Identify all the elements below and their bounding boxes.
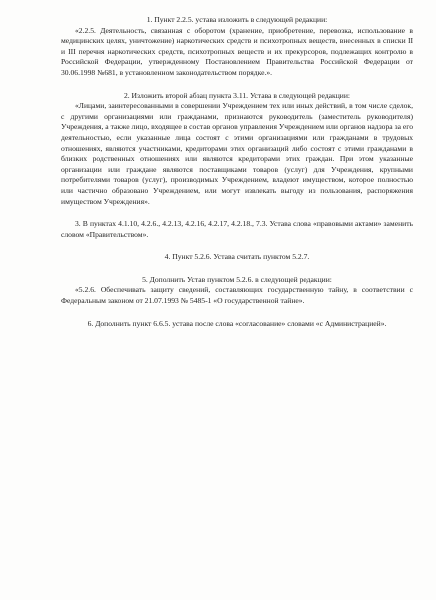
item-5-heading: 5. Дополнить Устав пунктом 5.2.6. в следующей редакции: <box>142 274 332 284</box>
item-4-text: 4. Пункт 5.2.6. Устава считать пунктом 5.2.7. <box>164 252 310 262</box>
item-2-heading: 2. Изложить второй абзац пункта 3.11. Устава в следующей редакции: <box>123 90 351 100</box>
item-1-paragraph: «2.2.5. Деятельность, связанная с оборотом (хранение, приобретение, перевозка, использование в медицинских целях, уничтожение) наркотических средств и психотропных веществ, внесенных в списки II и III перечня наркотических средств, психотропных веществ и их прекурсоров, подлежащих контролю в Российской Федерации, утвержденному Постановлением Правительства Российской Федерации от 30.06.1998 №681, в установленном законодательством порядке.». <box>61 25 413 77</box>
item-5-paragraph: «5.2.6. Обеспечивать защиту сведений, составляющих государственную тайну, в соответствии с Федеральным законом от 21.07.1993 № 5485-1 «О государственной тайне». <box>61 285 413 306</box>
document-body <box>61 15 413 329</box>
item-6-text: 6. Дополнить пункт 6.6.5. устава после слова «согласование» словами «с Администрацией». <box>87 318 387 328</box>
item-3-text: 3. В пунктах 4.1.10, 4.2.6., 4.2.13, 4.2.16, 4.2.17, 4.2.18., 7.3. Устава слова «правовыми актами» заменить словом «Правительством». <box>61 219 413 239</box>
item-2-paragraph: «Лицами, заинтересованными в совершении Учреждением тех или иных действий, в том числе сделок, с другими организациями или гражданами, признаются руководитель (заместитель руководителя) Учреждения, а также лицо, входящее в состав органов управления Учреждением или органов надзора за его деятельностью, если указанные лица состоят с этими организациями или гражданами в трудовых отношениях, являются участниками, кредиторами этих организаций либо состоят с этими гражданами в близких родственных отношениях или являются кредиторами этих граждан. При этом указанные организации или граждане являются поставщиками товаров (услуг) для Учреждения, крупными потребителями товаров (услуг), производимых Учреждением, владеют имуществом, которое полностью или частично образовано Учреждением, или могут извлекать выгоду из пользования, распоряжения имуществом Учреждения». <box>61 101 413 206</box>
item-1-heading: 1. Пункт 2.2.5. устава изложить в следующей редакции: <box>146 15 328 24</box>
